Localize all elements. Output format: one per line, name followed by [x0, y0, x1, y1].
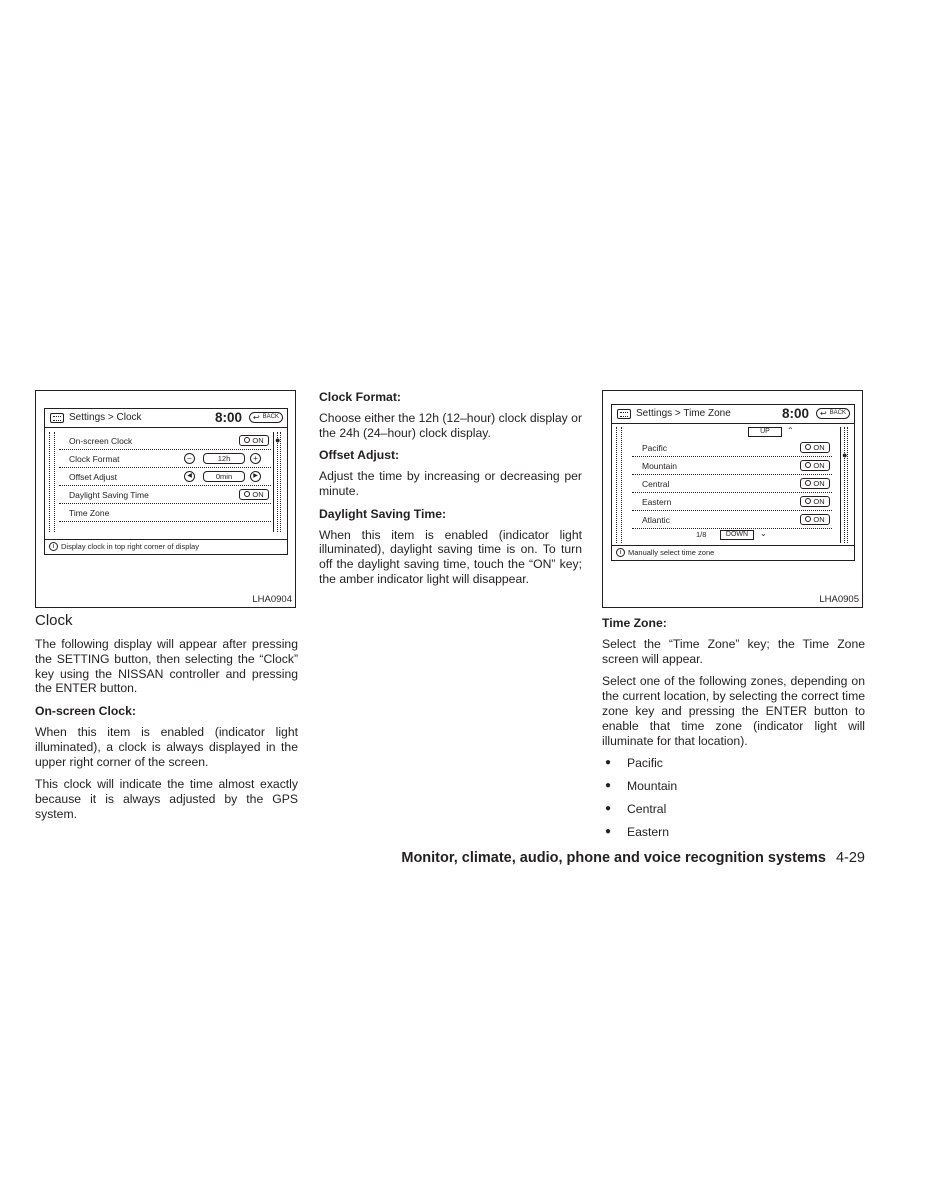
on-toggle[interactable]: ON: [800, 514, 830, 525]
row-onscreen-clock[interactable]: [59, 432, 271, 450]
zone-row-mountain[interactable]: [632, 457, 832, 475]
scrollbar[interactable]: [840, 427, 850, 543]
time-zone-figure: [602, 390, 863, 608]
indicator-light-icon: [244, 437, 250, 443]
back-button[interactable]: ↩ BACK: [249, 412, 283, 423]
info-icon: i: [49, 542, 58, 551]
screen-title: Settings > Time Zone: [636, 408, 731, 419]
row-daylight-saving[interactable]: [59, 486, 271, 504]
zone-row-eastern[interactable]: [632, 493, 832, 511]
zone-list: [602, 756, 865, 839]
clock-time: 8:00: [215, 410, 243, 425]
info-bar: [612, 545, 854, 560]
on-toggle[interactable]: ON: [800, 478, 830, 489]
zone-list-item: ● Central: [602, 802, 865, 817]
back-button[interactable]: ↩ BACK: [816, 408, 850, 419]
row-label: Atlantic: [642, 515, 670, 525]
info-text: Manually select time zone: [628, 548, 715, 557]
page-number: 4-29: [835, 850, 865, 866]
section-heading-clock: Clock: [35, 612, 73, 629]
down-chevron-icon: ⌄: [760, 529, 767, 538]
row-label: Clock Format: [69, 454, 120, 464]
row-label: Offset Adjust: [69, 472, 118, 482]
footer-chapter-title: Monitor, climate, audio, phone and voice recognition systems: [401, 850, 826, 866]
page-footer: [401, 850, 865, 866]
screen-header: [45, 409, 287, 428]
offset-adjust-heading: Offset Adjust:: [319, 448, 400, 463]
clock-intro: The following display will appear after pressing the SETTING button, then selecting the “Clock” key using the NISSAN controller and pressing the ENTER button.: [35, 637, 298, 696]
daylight-saving-heading: Daylight Saving Time:: [319, 506, 447, 521]
row-label: Time Zone: [69, 508, 110, 518]
up-chevron-icon: ⌃: [787, 426, 794, 435]
on-toggle[interactable]: ON: [800, 460, 830, 471]
scroll-thumb-icon[interactable]: ●: [275, 435, 281, 445]
scrollbar[interactable]: [273, 432, 283, 532]
left-rail: [49, 432, 55, 532]
clock-format-value: 12h: [203, 453, 245, 464]
indicator-light-icon: [805, 498, 811, 504]
screen-title: Settings > Clock: [69, 412, 142, 423]
onscreen-clock-text-2: This clock will indicate the time almost exactly because it is always adjusted by the GPS system.: [35, 777, 298, 821]
on-toggle[interactable]: ON: [800, 496, 830, 507]
time-zone-text-1: Select the “Time Zone” key; the Time Zone screen will appear.: [602, 636, 865, 666]
back-arrow-icon: ↩: [820, 409, 827, 418]
row-label: Central: [642, 479, 670, 489]
zone-row-central[interactable]: [632, 475, 832, 493]
plus-icon[interactable]: +: [250, 453, 261, 464]
zone-list-item: ● Pacific: [602, 756, 865, 771]
left-arrow-icon[interactable]: ◀: [184, 471, 195, 482]
screen-header: [612, 405, 854, 424]
minus-icon[interactable]: −: [184, 453, 195, 464]
indicator-light-icon: [805, 462, 811, 468]
onscreen-clock-heading: On-screen Clock:: [35, 704, 136, 719]
row-clock-format[interactable]: [59, 450, 271, 468]
time-zone-screen: [611, 404, 855, 561]
clock-settings-figure: [35, 390, 296, 608]
zone-row-pacific[interactable]: [632, 439, 832, 457]
onscreen-clock-text: When this item is enabled (indicator light illuminated), a clock is always displayed in the upper right corner of the screen.: [35, 724, 298, 769]
column-middle: [319, 390, 582, 595]
figure-code: LHA0904: [252, 594, 292, 605]
clock-format-text: Choose either the 12h (12–hour) clock display or the 24h (24–hour) clock display.: [319, 410, 582, 440]
on-toggle[interactable]: ON: [239, 489, 269, 500]
indicator-light-icon: [805, 444, 811, 450]
time-zone-heading: Time Zone:: [602, 616, 667, 630]
row-time-zone[interactable]: [59, 504, 271, 522]
column-right: [602, 390, 865, 848]
zone-list-item: ● Mountain: [602, 779, 865, 794]
scroll-thumb-icon[interactable]: ●: [842, 450, 848, 460]
down-button[interactable]: DOWN: [720, 530, 754, 540]
on-toggle[interactable]: ON: [800, 442, 830, 453]
indicator-light-icon: [244, 491, 250, 497]
row-label: Mountain: [642, 461, 677, 471]
offset-adjust-text: Adjust the time by increasing or decreasing per minute.: [319, 469, 582, 498]
daylight-saving-text: When this item is enabled (indicator light illuminated), daylight saving time is on. To turn off the daylight saving time, touch the “ON” key; the amber indicator light will disappear.: [319, 527, 582, 586]
row-label: Eastern: [642, 497, 672, 507]
zone-row-atlantic[interactable]: [632, 511, 832, 529]
row-offset-adjust[interactable]: [59, 468, 271, 486]
indicator-light-icon: [805, 516, 811, 522]
page-indicator: 1/8: [696, 530, 707, 539]
info-icon: i: [616, 548, 625, 557]
time-zone-text-2: Select one of the following zones, depending on the current location, by selecting the correct time zone key and pressing the ENTER button to enable that time zone (indicator light will illuminate for that location).: [602, 674, 865, 748]
row-label: Daylight Saving Time: [69, 490, 149, 500]
offset-value: 0min: [203, 471, 245, 482]
up-button[interactable]: UP: [748, 427, 782, 437]
settings-menu-icon: [617, 409, 631, 419]
back-arrow-icon: ↩: [253, 413, 260, 422]
clock-settings-screen: [44, 408, 288, 555]
row-label: On-screen Clock: [69, 436, 133, 446]
zone-list-item: ● Eastern: [602, 825, 865, 840]
figure-code: LHA0905: [819, 594, 859, 605]
left-rail: [616, 427, 622, 543]
settings-menu-icon: [50, 413, 64, 423]
info-bar: [45, 539, 287, 554]
indicator-light-icon: [805, 480, 811, 486]
clock-time: 8:00: [782, 406, 810, 421]
clock-format-heading: Clock Format:: [319, 390, 401, 404]
right-arrow-icon[interactable]: ▶: [250, 471, 261, 482]
row-label: Pacific: [642, 443, 668, 453]
on-toggle[interactable]: ON: [239, 435, 269, 446]
column-left: [35, 390, 298, 830]
info-text: Display clock in top right corner of display: [61, 542, 199, 551]
